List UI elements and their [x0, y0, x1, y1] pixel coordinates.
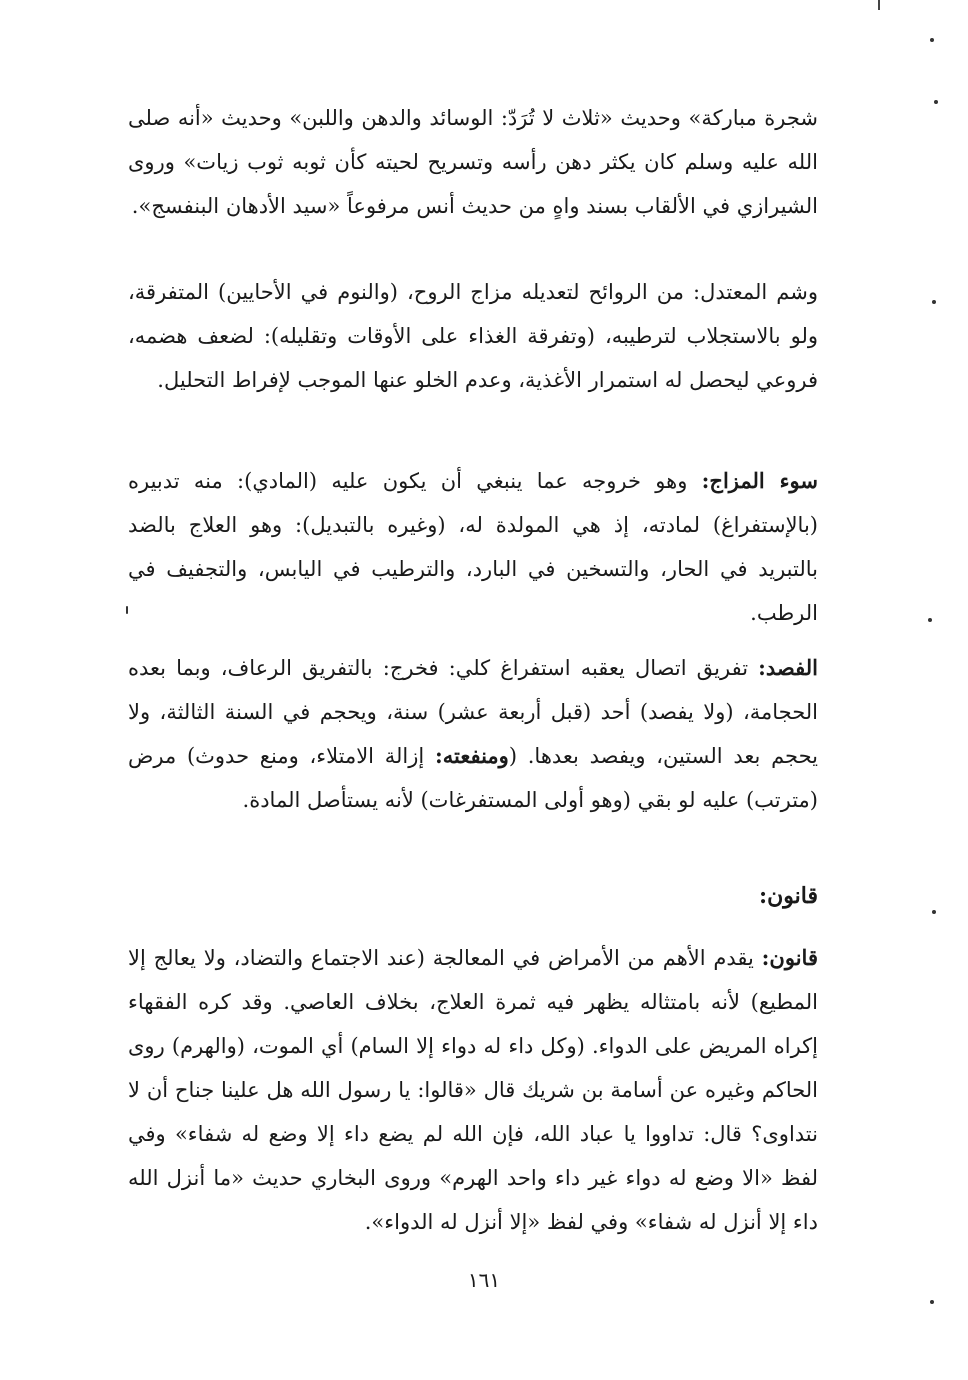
page-number: ١٦١ — [467, 1268, 501, 1292]
scan-speck — [930, 1300, 934, 1304]
paragraph-body — [128, 936, 818, 1244]
paragraph-continuation — [128, 96, 818, 228]
paragraph-text-part-b: إزالة الامتلاء، ومنع حدوث) مرض (مترتب) عليه لو بقي (وهو أولى المستفرغات) لأنه يستأصل المادة. — [128, 744, 818, 812]
paragraph-body — [128, 646, 818, 822]
paragraph-text: يقدم الأهم من الأمراض في المعالجة (عند الاجتماع والتضاد، ولا يعالج إلا المطيع) لأنه بامتثاله يظهر فيه ثمرة العلاج، بخلاف العاصي. وقد كره الفقهاء إكراه المريض على الدواء. (وكل داء له دواء إلا السام) أي الموت، (والهرم) روى الحاكم وغيره عن أسامة بن شريك قال «قالوا: يا رسول الله هل علينا جناح أن لا نتداوى؟ قال: تداووا يا عباد الله، فإن الله لم يضع داء إلا وضع له شفاء» وفي لفظ «الا وضع له دواء غير داء واحد الهرم» وروى البخاري حديث «ما أنزل الله داء إلا أنزل له شفاء» وفي لفظ «إلا أنزل له الدواء». — [128, 946, 818, 1234]
paragraph-bloodletting — [128, 646, 818, 822]
paragraph-rule — [128, 936, 818, 1244]
section-heading: قانون: — [759, 883, 818, 909]
paragraph-text-part-a: تفريق اتصال يعقبه استفراغ كلي: فخرج: بالتفريق الرعاف، وبما بعده الحجامة، (ولا يفصد) أحد (قبل أربعة عشر) سنة، ويحجم في السنة الثالثة، ولا يحجم بعد الستين، ويفصد بعدها. ( — [128, 656, 819, 768]
paragraph-lead-term: الفصد: — [758, 655, 818, 680]
scan-speck — [932, 910, 936, 914]
paragraph-text: وشم المعتدل: من الروائح لتعديله مزاج الروح، (والنوم في الأحايين) المتفرقة، ولو بالاستجلاب لترطيبه، (وتفرقة الغذاء على الأوقات وتقليله): لضعف هضمه، فروعي ليحصل له استمرار الأغذية، وعدم الخلو عنها الموجب لإفراط التحليل. — [128, 280, 818, 392]
scan-mark — [878, 0, 880, 10]
paragraph-body — [128, 459, 818, 635]
paragraph-text: شجرة مباركة» وحديث «ثلاث لا تُرَدّ: الوسائد والدهن واللبن» وحديث «أنه صلى الله عليه وسلم كان يكثر دهن رأسه وتسريح لحيته كأن ثوبه ثوب زيات» وروى الشيرازي في الألقاب بسند واهٍ من حديث أنس مرفوعاً «سيد الأدهان البنفسج». — [128, 106, 818, 218]
paragraph-inline-term: ومنفعته: — [434, 743, 509, 768]
paragraph-lead-term: سوء المزاج: — [701, 468, 818, 493]
scan-speck — [932, 300, 936, 304]
scan-speck — [126, 606, 128, 614]
paragraph-smell — [128, 270, 818, 402]
scan-speck — [928, 618, 932, 622]
scan-speck — [930, 38, 934, 42]
paragraph-text: وهو خروجه عما ينبغي أن يكون عليه (المادي): منه تدبيره (بالإستفراغ) لمادته، إذ هي المولدة له، (وغيره بالتبديل): وهو العلاج بالضد بالتبريد في الحار، والتسخين في البارد، والترطيب في اليابس، والتجفيف في الرطب. — [128, 469, 818, 625]
scan-speck — [934, 100, 938, 104]
paragraph-bad-temperament — [128, 459, 818, 635]
paragraph-lead-term: قانون: — [761, 945, 818, 970]
